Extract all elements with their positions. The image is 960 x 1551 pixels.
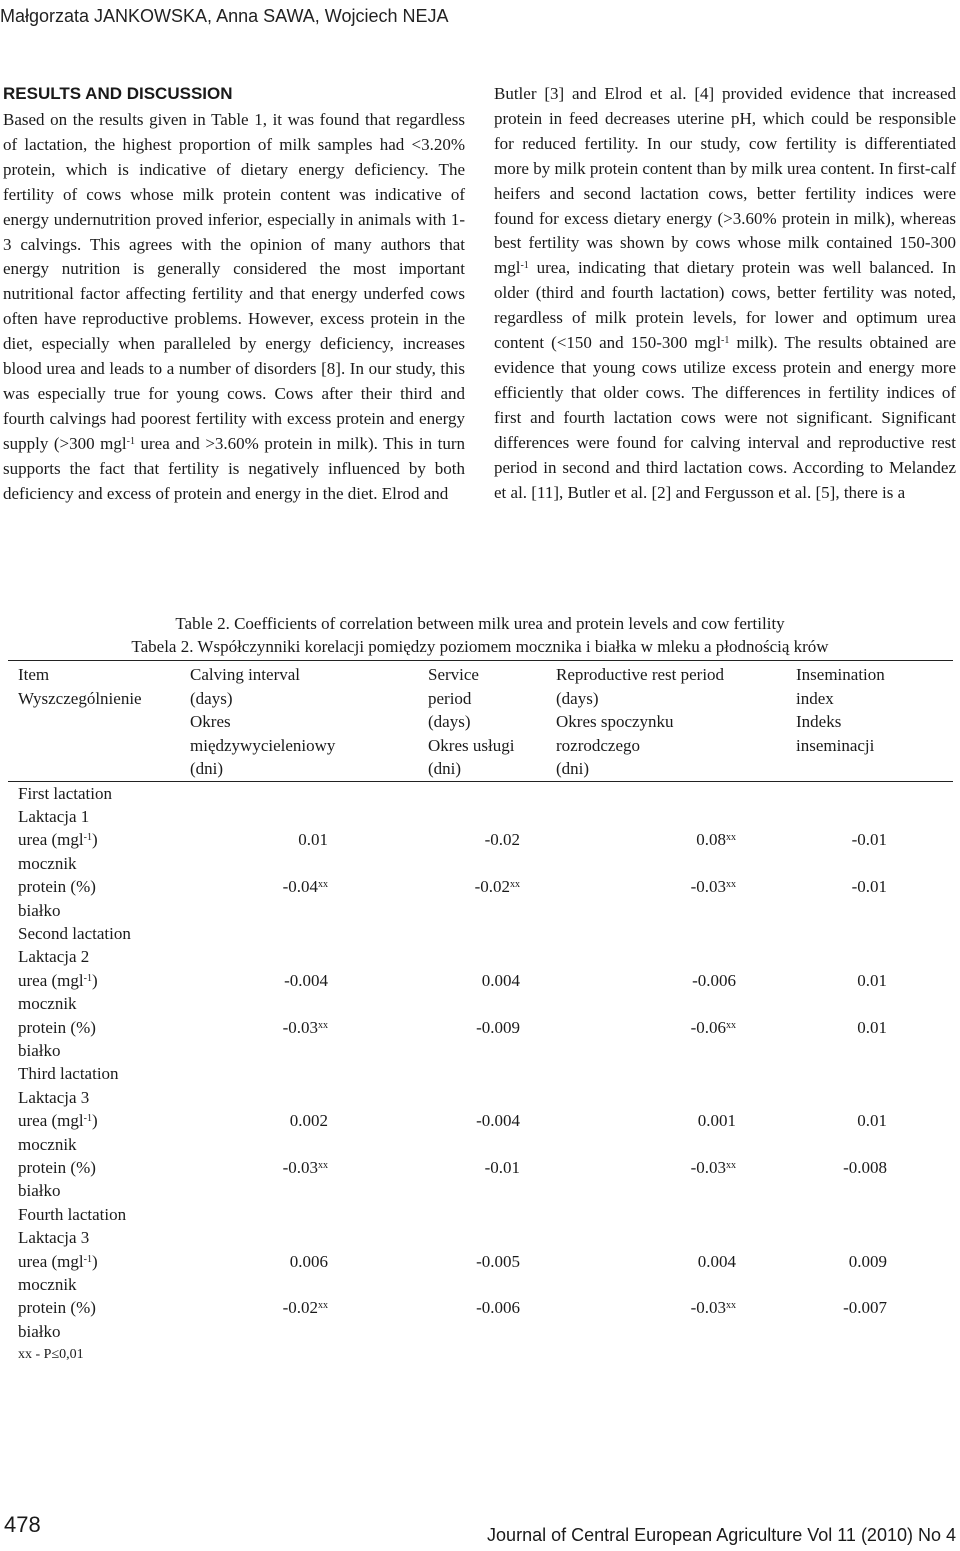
value-insem: 0.009 [848,1251,887,1271]
value-calving: 0.002 [289,1111,328,1131]
header-insemination-index [786,661,953,782]
group-title-pl: Laktacja 1 [18,806,90,826]
group-title: Fourth lactation [18,1204,127,1224]
table-row [8,1179,953,1202]
header-line: Okres [190,712,231,731]
value-rest: -0.03$^{xx}$ [690,877,736,897]
row-label [8,969,180,992]
header-line: międzywycieleniowy [190,735,336,755]
group-title: Second lactation [18,923,131,943]
group-title-row [8,945,953,968]
superscript: -1 [126,435,135,447]
value-rest: -0.006 [692,970,736,990]
row-label-text: urea (mg [18,830,79,850]
table-body [8,781,953,1343]
table-row [8,875,953,898]
header-line: Okres spoczynku [556,712,674,731]
table-row [8,1109,953,1132]
group-title-pl: Laktacja 3 [18,1087,90,1107]
value-service: -0.006 [476,1298,520,1318]
header-line: Insemination [796,665,885,684]
group-title-row [8,1203,953,1226]
unit-text: l [78,970,84,990]
value-rest: 0.08$^{xx}$ [696,830,736,850]
header-line: (days) [428,712,471,731]
group-title-pl: Laktacja 2 [18,947,90,967]
body-paragraph [494,82,956,505]
value-calving: 0.01 [298,830,328,850]
row-label [8,1109,180,1132]
table-caption-en: Table 2. Coefficients of correlation between milk urea and protein levels and cow fertility [175,614,785,633]
left-text-column [3,82,465,507]
group-title-row [8,805,953,828]
value-rest: 0.001 [697,1111,736,1131]
value-insem: -0.01 [851,877,887,897]
table-footnote: xx - P≤0,01 [18,1347,84,1362]
right-text-column [494,82,956,505]
superscript: -1 [520,260,529,272]
value-calving: -0.03$^{xx}$ [282,1158,328,1177]
value-service: 0.004 [481,970,520,990]
row-label: protein (%) [18,877,96,897]
superscript: -1 [83,1253,92,1265]
paragraph-text: urea, indicating that dietary protein was well balanced. In older (third and fourth lactation) cows, better fertility was noted, regardless of milk protein levels, for lower and optimum urea content (<150 and 150-300 mg [494,258,956,353]
row-label-text: urea (mg [18,970,79,990]
header-line: Service [428,665,479,684]
row-label-pl: białko [18,1181,61,1201]
value-calving: -0.004 [284,970,328,990]
table-row [8,899,953,922]
journal-footer: Journal of Central European Agriculture Vol 11 (2010) No 4 [487,1525,956,1545]
paragraph-text: milk). The results obtained are evidence that young cows utilize excess protein and energy more efficiently that older cows. The differences in fertility indices of first and fourth lactation cows were not significant. Significant differences were found for calving interval and reproductive rest period in second and third lactation cows. According to Melandez et al. [11], Butler et al. [2] and Fergusson et al. [5], there is a [494,333,956,502]
value-insem: -0.01 [851,830,887,850]
paragraph-text: Based on the results given in Table 1, it was found that regardless of lactation, the highest proportion of milk samples had <3.20% protein, which is indicative of dietary energy deficiency. The fertility of cows whose milk protein content was indicative of energy undernutrition proved inferior, especially in animals with 1-3 calvings. This agrees with the opinion of many authors that energy nutrition is generally considered the most important nutritional factor affecting fertility and that energy underfed cows often have reproductive problems. However, excess protein in the diet, especially when paralleled by energy deficiency, increases blood urea and leads to a number of disorders [8]. In our study, this was especially true for young cows. Cows after their third and fourth calvings had poorest fertility with excess protein and energy supply (>300 mg [3,110,465,453]
header-line: Reproductive rest period [556,665,725,684]
row-label-text: ) [91,830,98,850]
value-service: -0.02$^{xx}$ [474,877,520,897]
header-line: (days) [556,688,599,708]
group-title: Third lactation [18,1064,119,1084]
superscript: -1 [83,1113,92,1125]
table-row [8,1320,953,1343]
group-title: First lactation [18,783,112,803]
section-heading: RESULTS AND DISCUSSION [3,84,233,103]
table-captions [0,612,960,658]
value-insem: 0.01 [857,1017,887,1037]
table-row [8,1016,953,1039]
value-service: -0.01 [484,1158,520,1177]
row-label: protein (%) [18,1158,96,1177]
row-label-text: ) [91,1251,98,1271]
header-line: (days) [190,688,233,708]
group-title-row [8,1086,953,1109]
table-caption-pl: Tabela 2. Współczynniki korelacji pomiędzy poziomem mocznika i białka w mleku a płodnością krów [131,637,829,656]
value-rest: 0.004 [697,1251,736,1271]
row-label-pl: białko [18,1321,61,1341]
value-calving: 0.006 [289,1251,328,1271]
row-label-pl: mocznik [18,853,77,873]
row-label-pl: mocznik [18,994,77,1014]
value-service: -0.02 [484,830,520,850]
header-item [8,661,180,782]
group-title-row [8,781,953,805]
correlation-table [8,660,953,1343]
row-label-pl: mocznik [18,1134,77,1154]
group-title-row [8,1062,953,1085]
header-line: Wyszczególnienie [18,688,142,708]
value-calving: -0.02$^{xx}$ [282,1298,328,1318]
value-rest: -0.06$^{xx}$ [690,1017,736,1037]
group-title-pl: Laktacja 3 [18,1228,90,1248]
unit-text: l [78,1251,84,1271]
table-row [8,992,953,1015]
table-row [8,828,953,851]
running-header-authors: Małgorzata JANKOWSKA, Anna SAWA, Wojciech NEJA [0,6,449,26]
unit-text: l [515,258,521,278]
row-label-pl: białko [18,900,61,920]
row-label-text: ) [91,970,98,990]
row-label-pl: mocznik [18,1275,77,1295]
header-line: rozrodczego [556,735,641,755]
header-line: inseminacji [796,735,875,755]
value-calving: -0.03$^{xx}$ [282,1017,328,1037]
table-row [8,969,953,992]
value-service: -0.004 [476,1111,520,1131]
group-title-row [8,922,953,945]
unit-text: l [78,1111,84,1131]
value-insem: -0.008 [843,1158,887,1177]
value-insem: 0.01 [857,970,887,990]
header-line: (dni) [190,759,224,778]
value-service: -0.009 [476,1017,520,1037]
table-row [8,1156,953,1179]
group-title-row [8,1226,953,1249]
body-paragraph [3,108,465,507]
header-service-period [418,661,546,782]
table-row [8,852,953,875]
row-label: protein (%) [18,1017,96,1037]
unit-text: l [121,433,127,453]
paragraph-text: urea and >3.60% protein in milk). This in turn supports the fact that fertility is negatively influenced by both deficiency and excess of protein and energy in the diet. Elrod and [3,433,465,503]
table-header-row [8,661,953,782]
value-rest: -0.03$^{xx}$ [690,1298,736,1318]
row-label-pl: białko [18,1040,61,1060]
page-number: 478 [4,1512,41,1537]
table-row [8,1296,953,1319]
header-line: Item [18,665,50,684]
value-insem: -0.007 [843,1298,887,1318]
header-reproductive-rest [546,661,786,782]
table-row [8,1039,953,1062]
row-label-text: urea (mg [18,1251,79,1271]
value-rest: -0.03$^{xx}$ [690,1158,736,1177]
row-label: protein (%) [18,1298,96,1318]
header-line: index [796,688,834,708]
correlation-table-area [8,660,953,1343]
header-line: period [428,688,472,708]
table-row [8,1133,953,1156]
unit-text: l [716,333,722,353]
value-insem: 0.01 [857,1111,887,1131]
table-row [8,1273,953,1296]
superscript: -1 [83,832,92,844]
header-calving-interval [180,661,418,782]
value-calving: -0.04$^{xx}$ [282,877,328,897]
unit-text: l [78,830,84,850]
row-label-text: ) [91,1111,98,1131]
superscript: -1 [721,335,730,347]
table-row [8,1250,953,1273]
header-line: (dni) [556,759,590,778]
row-label-text: urea (mg [18,1111,79,1131]
value-service: -0.005 [476,1251,520,1271]
header-line: Calving interval [190,665,301,684]
superscript: -1 [83,972,92,984]
header-line: Okres usługi [428,735,515,755]
header-line: (dni) [428,759,462,778]
row-label [8,1250,180,1273]
paragraph-text: Butler [3] and Elrod et al. [4] provided evidence that increased protein in feed decreases uterine pH, which could be responsible for reduced fertility. In our study, cow fertility is differentiated more by milk protein content than by milk urea content. In first-calf heifers and second lactation cows, better fertility indices were found for excess dietary energy (>3.60% protein in milk), whereas best fertility was shown by cows whose milk contained 150-300 mg [494,84,956,278]
header-line: Indeks [796,712,842,731]
row-label [8,828,180,851]
